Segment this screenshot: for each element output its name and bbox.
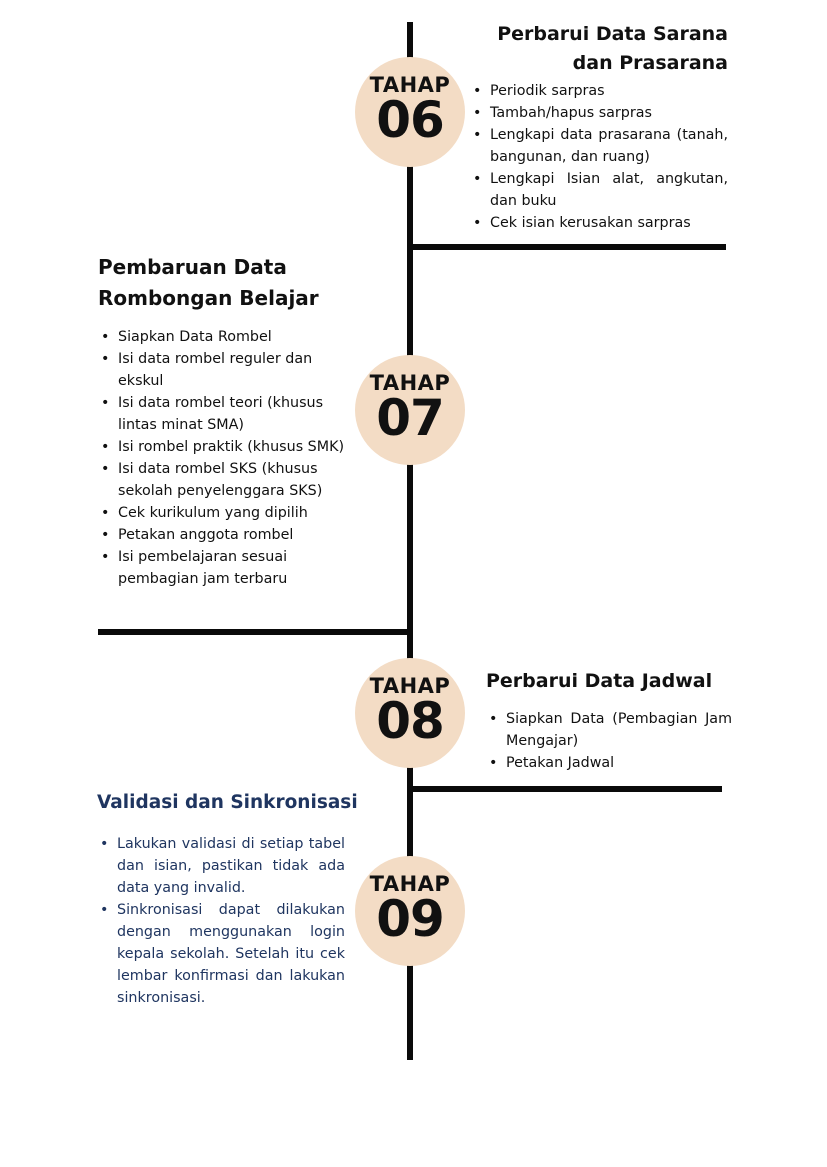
list-item: • Petakan anggota rombel: [118, 524, 358, 546]
list-item: • Lengkapi Isian alat, angkutan, dan buku: [490, 168, 728, 212]
list-item: • Cek isian kerusakan sarpras: [490, 212, 728, 234]
stage-title: Validasi dan Sinkronisasi: [97, 792, 358, 813]
list-item: • Petakan Jadwal: [506, 752, 732, 774]
list-item: • Cek kurikulum yang dipilih: [118, 502, 358, 524]
list-item: • Isi data rombel teori (khusus lintas minat SMA): [118, 392, 358, 436]
list-item: • Isi pembelajaran sesuai pembagian jam terbaru: [118, 546, 358, 590]
list-item: • Lakukan validasi di setiap tabel dan isian, pastikan tidak ada data yang invalid.: [117, 833, 345, 899]
stage-08-content: [486, 667, 732, 774]
stage-badge-07: [355, 355, 465, 465]
stage-06-content: [470, 20, 728, 234]
stage-07-list: [98, 326, 358, 590]
stage-title: Pembaruan Data Rombongan Belajar: [98, 255, 319, 310]
list-item: • Lengkapi data prasarana (tanah, bangunan, dan ruang): [490, 124, 728, 168]
stage-label: TAHAP: [369, 872, 451, 896]
list-item: • Tambah/hapus sarpras: [490, 102, 728, 124]
list-item: • Isi data rombel SKS (khusus sekolah penyelenggara SKS): [118, 458, 358, 502]
stage-label: TAHAP: [369, 371, 451, 395]
stage-badge-06: [355, 57, 465, 167]
list-item: • Periodik sarpras: [490, 80, 728, 102]
timeline-branch-07: [98, 629, 413, 635]
stage-07-content: [98, 252, 358, 590]
stage-06-list: [470, 80, 728, 234]
list-item: • Sinkronisasi dapat dilakukan dengan menggunakan login kepala sekolah. Setelah itu cek lembar konfirmasi dan lakukan sinkronisasi.: [117, 899, 345, 1009]
stage-badge-09: [355, 856, 465, 966]
stage-number: 06: [376, 91, 444, 149]
stage-09-content: [97, 788, 358, 1009]
stage-title: Perbarui Data Jadwal: [486, 670, 713, 692]
stage-number: 09: [376, 890, 444, 948]
stage-number: 07: [376, 389, 444, 447]
stage-08-list: [486, 708, 732, 774]
list-item: • Isi data rombel reguler dan ekskul: [118, 348, 358, 392]
stage-title: Perbarui Data Sarana dan Prasarana: [497, 23, 728, 74]
stage-badge-08: [355, 658, 465, 768]
stage-number: 08: [376, 692, 444, 750]
timeline-branch-06: [410, 244, 726, 250]
list-item: • Siapkan Data (Pembagian Jam Mengajar): [506, 708, 732, 752]
stage-label: TAHAP: [369, 73, 451, 97]
stage-label: TAHAP: [369, 674, 451, 698]
list-item: • Isi rombel praktik (khusus SMK): [118, 436, 358, 458]
timeline-branch-08: [410, 786, 722, 792]
list-item: • Siapkan Data Rombel: [118, 326, 358, 348]
stage-09-list: [97, 833, 345, 1009]
